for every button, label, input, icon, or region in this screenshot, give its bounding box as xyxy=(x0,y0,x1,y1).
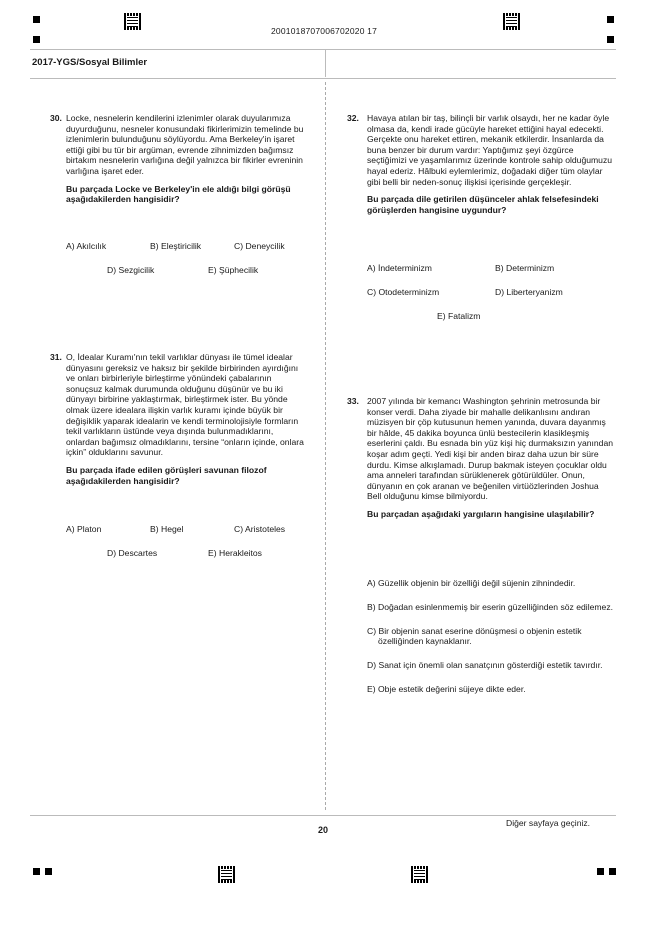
registration-mark xyxy=(33,36,40,43)
column-divider xyxy=(325,82,326,810)
option-c[interactable]: C) Otodeterminizm xyxy=(367,287,440,297)
option-a[interactable]: A) Güzellik objenin bir özelliği değil süjenin zihnindedir. xyxy=(367,578,576,588)
registration-mark xyxy=(45,868,52,875)
option-b[interactable]: B) Determinizm xyxy=(495,263,555,273)
option-d[interactable]: D) Sezgicilik xyxy=(107,265,155,275)
question-stem: Bu parçada ifade edilen görüşleri savunan filozof aşağıdakilerden hangisidir? xyxy=(66,464,267,486)
option-c[interactable]: C) Aristoteles xyxy=(234,524,286,534)
option-d[interactable]: D) Descartes xyxy=(107,548,158,558)
question-number: 31. xyxy=(50,352,62,362)
registration-mark xyxy=(607,16,614,23)
question-31 xyxy=(66,352,308,486)
option-a[interactable]: A) Akılcılık xyxy=(66,241,107,251)
option-e[interactable]: E) Şüphecilik xyxy=(208,265,259,275)
question-30 xyxy=(66,113,306,205)
option-e[interactable]: E) Obje estetik değerini süjeye dikte eder. xyxy=(367,684,526,694)
option-list xyxy=(367,578,619,708)
registration-mark xyxy=(33,868,40,875)
registration-mark xyxy=(609,868,616,875)
option-e[interactable]: E) Herakleitos xyxy=(208,548,262,558)
question-text: Havaya atılan bir taş, bilinçli bir varlık olsaydı, her ne kadar öyle olmasa da, kendi irade gücüyle hareket ettiğini hayal edecekti. Gerçekte onu hareket ettiren, mekanik etkilerdir. İnsanlarda da buna benzer bir durum vardır: Yaptığımız şeyi özgürce seçtiğimizi ve yaşamlarımız üzerinde kontrole sahip olduğumuzu hayal ederiz. Hâlbuki eylemlerimiz, doğadaki diğer tüm olaylar gibi belli bir neden-sonuç ilişkisi içerisinde gerçekleşir. xyxy=(367,113,613,187)
option-c[interactable]: C) Bir objenin sanat eserine dönüşmesi o objenin estetik özelliğinden kaynaklanır. xyxy=(367,626,582,646)
barcode-icon xyxy=(218,866,235,883)
barcode-icon xyxy=(411,866,428,883)
option-b[interactable]: B) Eleştiricilik xyxy=(150,241,202,251)
option-d[interactable]: D) Liberteryanizm xyxy=(495,287,563,297)
option-a[interactable]: A) İndeterminizm xyxy=(367,263,432,273)
subject-title: 2017-YGS/Sosyal Bilimler xyxy=(32,57,148,68)
booklet-code: 2001018707006702020 17 xyxy=(271,26,378,36)
option-d[interactable]: D) Sanat için önemli olan sanatçının gösterdiği estetik tavırdır. xyxy=(367,660,603,670)
barcode-icon xyxy=(124,13,141,30)
option-b[interactable]: B) Hegel xyxy=(150,524,184,534)
registration-mark xyxy=(607,36,614,43)
question-text: Locke, nesnelerin kendilerini izlenimler olarak duyularımıza duyurduğunu, nesneler konusundaki fikirlerimizin temelinde bu izlenimlerin bulunduğunu söylüyordu. Ama Berkeley'in işaret ettiği gibi bu tür bir argüman, evrende zihnimizden bağımsız birtakım nesnelerin varlığına değil yalnızca bir fikirler evreninin varlığına işaret eder. xyxy=(66,113,304,176)
footer-divider xyxy=(30,815,616,816)
question-number: 32. xyxy=(347,113,359,123)
question-text: O, İdealar Kuramı'nın tekil varlıklar dünyası ile tümel idealar dünyasını gereksiz ve haksız bir şekilde birbirinden ayırdığını ve onları birbirleriyle birleştirme yönündeki çabalarının sonuçsuz kalmak durumunda olduğunu düşünür ve bu iki dünyayı birbirine yaklaştırmak, birleştirmek ister. Bu yönde olmak üzere idealara ilişkin varlık kuramı içinde büyük bir değişiklik yaparak idealarin ve kendi terminolojisiyle formların tekil varlıkların üstünde veya dışında bulunmadıklarını, onlardan bağımsız olmadıklarını, tersine “onların içinde, onlara içkin” olduklarını savunur. xyxy=(66,352,304,458)
barcode-icon xyxy=(503,13,520,30)
question-text: 2007 yılında bir kemancı Washington şehrinin metrosunda bir konser verdi. Daha ziyade bir mahalle delikanlısını andıran müzisyen bir çöp kutusunun hemen yanında, duvara dayanmış bir hâlde, 45 dakika boyunca ünlü bestecilerin klasikleşmiş eserlerini çaldı. Bu esnada bin yüz kişi hiç durmaksızın yanından koşar adım geçti. Yedi kişi bir anden biraz daha uzun bir süre durdu. Kimse alkışlamadı. Durup bakmak isteyen çocuklar oldu ama anneleri tarafından sürüklenerek götürüldüler. Onun, dünyanın en çok aranan ve beğenilen virtüözlerinden Joshua Bell olduğunu kimse bilmiyordu. xyxy=(367,396,614,502)
registration-mark xyxy=(33,16,40,23)
next-page-note: Diğer sayfaya geçiniz. xyxy=(506,818,591,828)
header-divider xyxy=(325,49,326,77)
question-32 xyxy=(367,113,615,215)
question-stem: Bu parçadan aşağıdaki yargıların hangisine ulaşılabilir? xyxy=(367,508,595,519)
registration-mark xyxy=(597,868,604,875)
question-33 xyxy=(367,396,615,520)
question-stem: Bu parçada dile getirilen düşünceler ahlak felsefesindeki görüşlerden hangisine uygundur? xyxy=(367,194,599,215)
question-number: 33. xyxy=(347,396,359,406)
page-number: 20 xyxy=(318,825,329,835)
question-stem: Bu parçada Locke ve Berkeley'in ele aldığı bilgi görüşü aşağıdakilerden hangisidir? xyxy=(66,183,291,205)
question-number: 30. xyxy=(50,113,62,123)
option-e[interactable]: E) Fatalizm xyxy=(437,311,481,321)
option-c[interactable]: C) Deneycilik xyxy=(234,241,285,251)
option-b[interactable]: B) Doğadan esinlenmemiş bir eserin güzelliğinden söz edilemez. xyxy=(367,602,614,612)
option-a[interactable]: A) Platon xyxy=(66,524,102,534)
